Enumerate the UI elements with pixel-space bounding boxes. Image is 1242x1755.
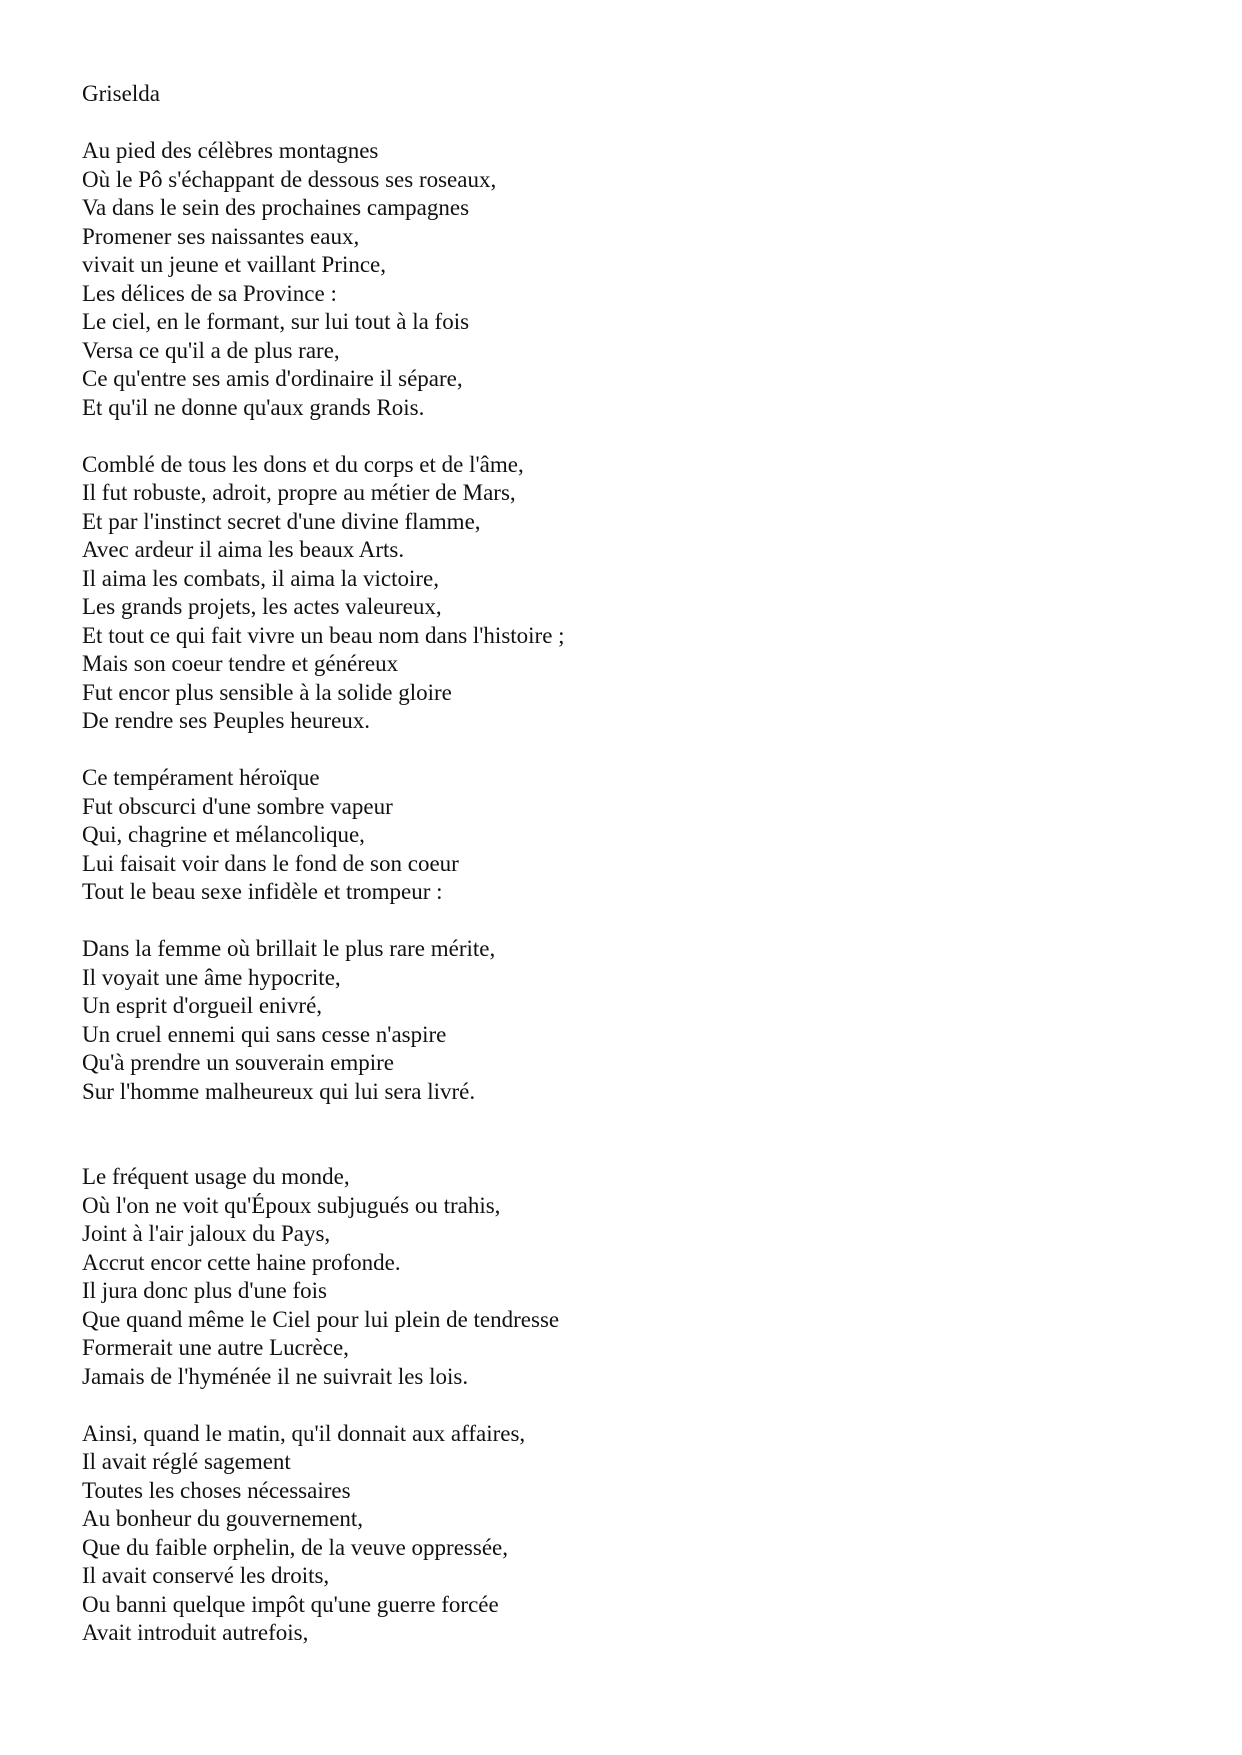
poem-line: Tout le beau sexe infidèle et trompeur : [82,879,443,904]
poem-line: Il aima les combats, il aima la victoire, [82,565,440,591]
poem-line: Dans la femme où brillait le plus rare mérite, [82,936,496,961]
poem-line: Le fréquent usage du monde, [82,1164,350,1189]
poem-line: Les grands projets, les actes valeureux, [82,594,442,619]
poem-line: De rendre ses Peuples heureux. [82,708,371,733]
poem-line: Accrut encor cette haine profonde. [82,1249,401,1275]
poem-line: Et tout ce qui fait vivre un beau nom dans l'histoire ; [82,622,565,648]
stanza-5 [82,1163,1182,1391]
poem-line: Où le Pô s'échappant de dessous ses roseaux, [82,166,497,192]
stanza-2 [82,451,1182,736]
poem-line: Comblé de tous les dons et du corps et de l'âme, [82,451,524,477]
poem-line: Sur l'homme malheureux qui lui sera livré. [82,1078,476,1104]
poem-line: vivait un jeune et vaillant Prince, [82,252,387,277]
poem-line: Les délices de sa Province : [82,280,337,306]
poem-line: Il avait réglé sagement [82,1449,291,1474]
poem-line: Formerait une autre Lucrèce, [82,1335,349,1360]
poem-line: Ce qu'entre ses amis d'ordinaire il sépare, [82,366,463,391]
poem-line: Où l'on ne voit qu'Époux subjugués ou trahis, [82,1192,501,1218]
poem-line: Il fut robuste, adroit, propre au métier de Mars, [82,480,516,505]
poem-page [82,80,1182,1648]
poem-line: Promener ses naissantes eaux, [82,223,360,249]
poem-line: Toutes les choses nécessaires [82,1477,351,1503]
poem-line: Ou banni quelque impôt qu'une guerre forcée [82,1591,499,1617]
poem-line: Il jura donc plus d'une fois [82,1278,327,1303]
poem-line: Un cruel ennemi qui sans cesse n'aspire [82,1021,447,1047]
poem-line: Ce tempérament héroïque [82,765,320,790]
poem-line: Jamais de l'hyménée il ne suivrait les lois. [82,1363,469,1389]
poem-line: Mais son coeur tendre et généreux [82,651,399,676]
poem-line: Ainsi, quand le matin, qu'il donnait aux affaires, [82,1420,526,1446]
poem-line: Joint à l'air jaloux du Pays, [82,1221,331,1246]
poem-line: Et par l'instinct secret d'une divine flamme, [82,508,481,534]
stanza-3 [82,764,1182,907]
poem-line: Il avait conservé les droits, [82,1563,330,1588]
stanza-6 [82,1420,1182,1648]
poem-title: Griselda [82,81,160,106]
stanza-1 [82,137,1182,422]
poem-line: Avait introduit autrefois, [82,1620,309,1645]
poem-line: Fut obscurci d'une sombre vapeur [82,793,393,819]
poem-line: Un esprit d'orgueil enivré, [82,993,323,1018]
poem-line: Et qu'il ne donne qu'aux grands Rois. [82,394,425,420]
poem-line: Que du faible orphelin, de la veuve oppressée, [82,1534,508,1560]
poem-line: Il voyait une âme hypocrite, [82,964,341,990]
poem-line: Versa ce qu'il a de plus rare, [82,337,340,363]
poem-line: Au bonheur du gouvernement, [82,1506,364,1531]
poem-line: Que quand même le Ciel pour lui plein de tendresse [82,1306,560,1332]
poem-line: Qu'à prendre un souverain empire [82,1050,394,1075]
poem-line: Va dans le sein des prochaines campagnes [82,195,470,220]
poem-line: Avec ardeur il aima les beaux Arts. [82,537,405,562]
poem-line: Qui, chagrine et mélancolique, [82,822,365,847]
poem-line: Lui faisait voir dans le fond de son coeur [82,850,459,876]
poem-line: Fut encor plus sensible à la solide gloire [82,679,452,705]
poem-line: Au pied des célèbres montagnes [82,138,379,163]
stanza-4 [82,935,1182,1106]
poem-line: Le ciel, en le formant, sur lui tout à la fois [82,309,470,334]
